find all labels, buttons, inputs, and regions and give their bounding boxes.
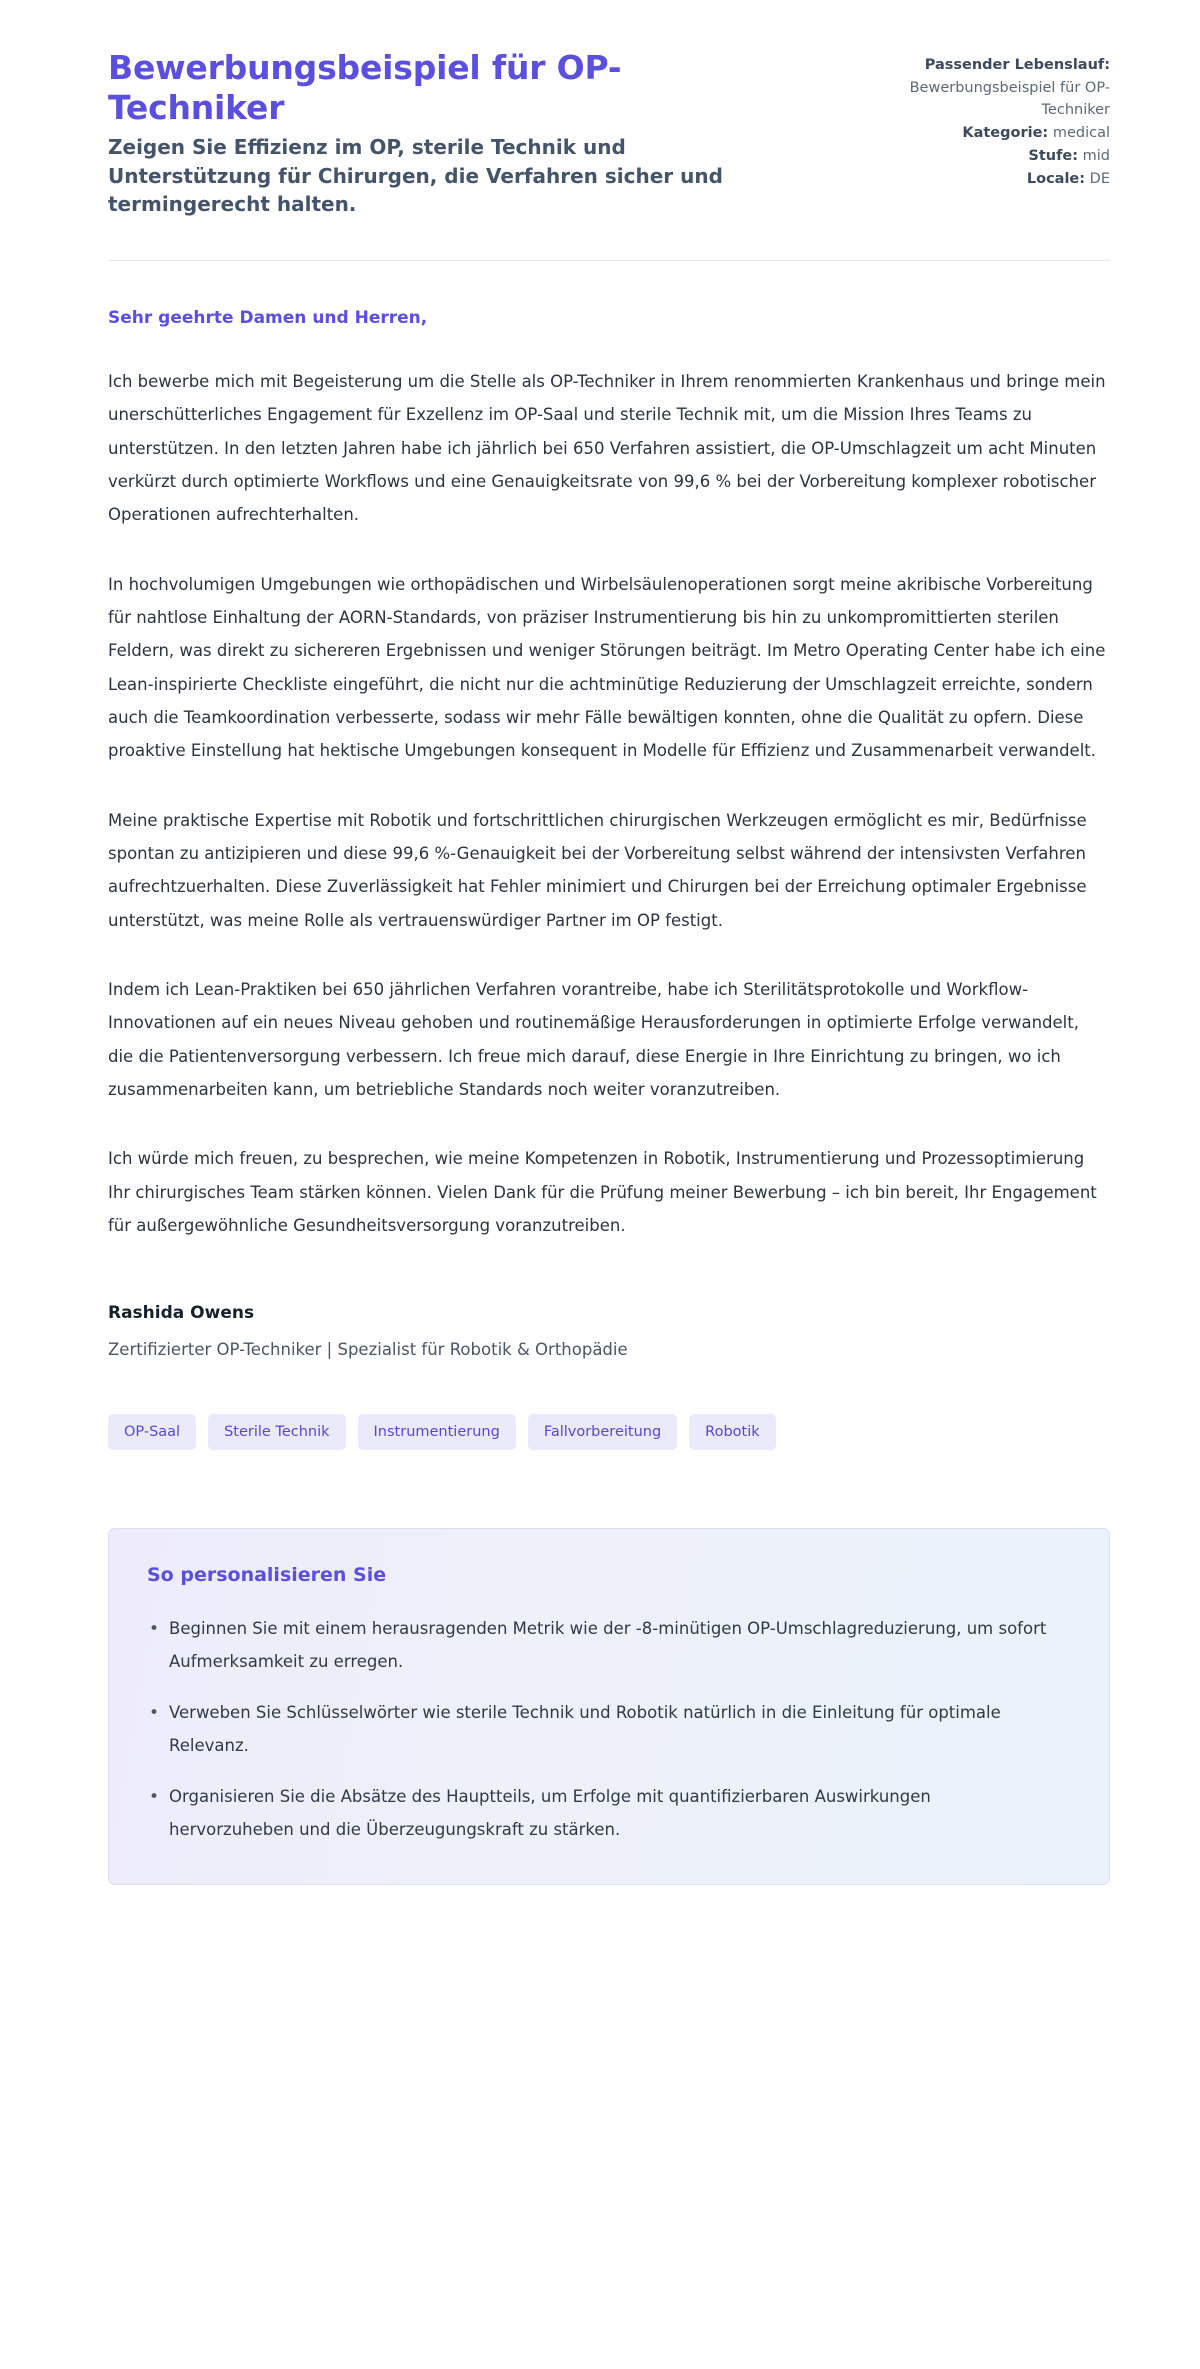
body-paragraph: Indem ich Lean-Praktiken bei 650 jährlichen Verfahren vorantreibe, habe ich Sterilitätsprotokolle und Workflow-Innovationen auf ein neues Niveau gehoben und routinemäßige Herausforderungen in optimierte Erfolge verwandelt, die die Patientenversorgung verbessern. Ich freue mich darauf, diese Energie in Ihre Einrichtung zu bringen, wo ich zusammenarbeiten kann, um betriebliche Standards noch weiter voranzutreiben. xyxy=(108,980,1079,1100)
body-paragraph: Ich würde mich freuen, zu besprechen, wie meine Kompetenzen in Robotik, Instrumentierung und Prozessoptimierung Ihr chirurgisches Team stärken können. Vielen Dank für die Prüfung meiner Bewerbung – ich bin bereit, Ihr Engagement für außergewöhnliche Gesundheitsversorgung voranzutreiben. xyxy=(108,1149,1097,1236)
meta-label-matching-resume: Passender Lebenslauf: xyxy=(924,57,1110,73)
body-paragraph: In hochvolumigen Umgebungen wie orthopädischen und Wirbelsäulenoperationen sorgt meine akribische Vorbereitung für nahtlose Einhaltung der AORN-Standards, von präziser Instrumentierung bis hin zu unkompromittierten sterilen Feldern, was direkt zu sichereren Ergebnissen und weniger Störungen beiträgt. Im Metro Operating Center habe ich eine Lean-inspirierte Checkliste eingeführt, die nicht nur die achtminütige Reduzierung der Umschlagzeit erreichte, sondern auch die Teamkoordination verbesserte, sodass wir mehr Fälle bewältigen konnten, ohne die Qualität zu opfern. Diese proaktive Einstellung hat hektische Umgebungen konsequent in Modelle für Effizienz und Zusammenarbeit verwandelt. xyxy=(108,574,1106,761)
header-title-block xyxy=(108,48,748,218)
meta-row-locale xyxy=(850,168,1110,190)
tag-chip[interactable]: Fallvorbereitung xyxy=(528,1414,677,1451)
body-paragraph: Meine praktische Expertise mit Robotik und fortschrittlichen chirurgischen Werkzeugen ermöglicht es mir, Bedürfnisse spontan zu antizipieren und diese 99,6 %-Genauigkeit bei der Vorbereitung selbst während der intensivsten Verfahren aufrechtzuerhalten. Diese Zuverlässigkeit hat Fehler minimiert und Chirurgen bei der Erreichung optimaler Ergebnisse unterstützt, was meine Rolle als vertrauenswürdiger Partner im OP festigt. xyxy=(108,810,1087,930)
page-title: Bewerbungsbeispiel für OP-Techniker xyxy=(108,48,622,127)
personalization-tips-panel xyxy=(108,1528,1110,1885)
document-header xyxy=(108,48,1110,218)
salutation: Sehr geehrte Damen und Herren, xyxy=(108,308,428,329)
tag-chip[interactable]: Sterile Technik xyxy=(208,1414,345,1451)
meta-value-matching-resume-row xyxy=(850,77,1110,121)
meta-value-matching-resume: Bewerbungsbeispiel für OP-Techniker xyxy=(909,80,1110,119)
meta-value-category: medical xyxy=(1052,125,1110,142)
tips-heading: So personalisieren Sie xyxy=(147,1564,387,1587)
meta-row-matching-resume xyxy=(850,54,1110,76)
tip-list-item: • Verweben Sie Schlüsselwörter wie sterile Technik und Robotik natürlich in die Einleitung für optimale Relevanz. xyxy=(147,1696,1047,1762)
signature-name: Rashida Owens xyxy=(108,1303,255,1324)
page-subtitle: Zeigen Sie Effizienz im OP, sterile Technik und Unterstützung für Chirurgen, die Verfahren sicher und termingerecht halten. xyxy=(108,135,723,216)
document-metadata-panel xyxy=(850,48,1110,191)
meta-label-locale: Locale: xyxy=(1026,171,1086,188)
body-paragraph: Ich bewerbe mich mit Begeisterung um die Stelle als OP-Techniker in Ihrem renommierten Krankenhaus und bringe mein unerschütterliches Engagement für Exzellenz im OP-Saal und sterile Technik mit, um die Mission Ihres Teams zu unterstützen. In den letzten Jahren habe ich jährlich bei 650 Verfahren assistiert, die OP-Umschlagzeit um acht Minuten verkürzt durch optimierte Workflows und eine Genauigkeitsrate von 99,6 % bei der Vorbereitung komplexer robotischer Operationen aufrechterhalten. xyxy=(108,372,1106,525)
meta-label-category: Kategorie: xyxy=(962,125,1049,142)
tag-chip[interactable]: Robotik xyxy=(689,1414,775,1451)
meta-value-locale: DE xyxy=(1089,171,1110,188)
meta-row-category xyxy=(850,122,1110,144)
meta-label-level: Stufe: xyxy=(1028,148,1079,165)
tips-list xyxy=(147,1612,1071,1846)
tip-list-item: • Organisieren Sie die Absätze des Hauptteils, um Erfolge mit quantifizierbaren Auswirkungen hervorzuheben und die Überzeugungskraft zu stärken. xyxy=(147,1780,1047,1846)
tag-chip[interactable]: OP-Saal xyxy=(108,1414,196,1451)
signature-block xyxy=(108,1302,1110,1361)
meta-row-level xyxy=(850,145,1110,167)
cover-letter-body xyxy=(108,261,1110,1242)
signature-role: Zertifizierter OP-Techniker | Spezialist für Robotik & Orthopädie xyxy=(108,1340,628,1360)
tag-chip[interactable]: Instrumentierung xyxy=(358,1414,516,1451)
meta-value-level: mid xyxy=(1082,148,1110,165)
tip-list-item: • Beginnen Sie mit einem herausragenden Metrik wie der -8-minütigen OP-Umschlagreduzierung, um sofort Aufmerksamkeit zu erregen. xyxy=(147,1612,1047,1678)
tag-list xyxy=(108,1414,1110,1451)
